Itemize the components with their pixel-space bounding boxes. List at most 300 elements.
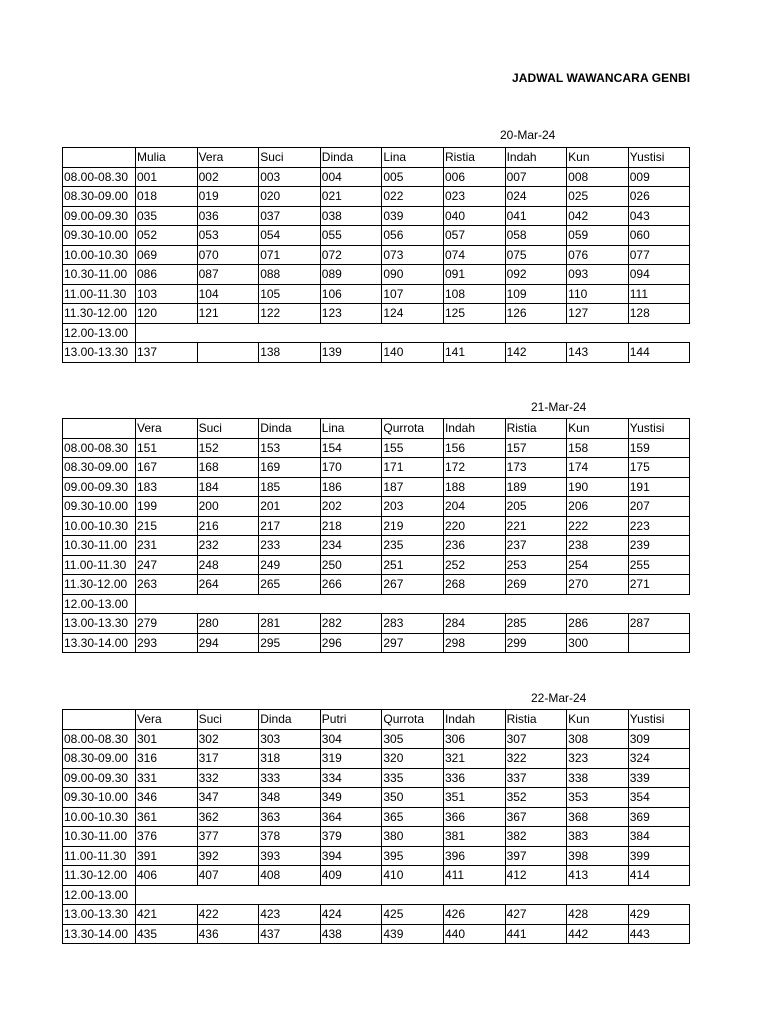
number-cell: 265: [259, 575, 321, 595]
number-cell: 362: [197, 807, 259, 827]
number-cell: 168: [197, 458, 259, 478]
number-cell: 109: [505, 284, 567, 304]
number-cell: 337: [505, 768, 567, 788]
time-cell: 08.00-08.30: [63, 167, 136, 187]
number-cell: 058: [505, 226, 567, 246]
table-row: [63, 555, 690, 575]
break-row: [63, 323, 690, 343]
number-cell: 086: [136, 265, 198, 285]
number-cell: 218: [320, 516, 382, 536]
number-cell: 123: [320, 304, 382, 324]
header-cell: Suci: [197, 710, 259, 730]
number-cell: 124: [382, 304, 444, 324]
time-cell: 10.00-10.30: [63, 516, 136, 536]
number-cell: 169: [259, 458, 321, 478]
number-cell: 108: [443, 284, 505, 304]
number-cell: 300: [567, 633, 629, 653]
number-cell: 005: [382, 167, 444, 187]
number-cell: 266: [320, 575, 382, 595]
number-cell: 059: [567, 226, 629, 246]
time-cell: 11.00-11.30: [63, 555, 136, 575]
number-cell: 055: [320, 226, 382, 246]
number-cell: 154: [320, 438, 382, 458]
header-cell: Suci: [259, 148, 321, 168]
time-cell: 08.30-09.00: [63, 458, 136, 478]
number-cell: 383: [567, 827, 629, 847]
time-cell: 11.30-12.00: [63, 304, 136, 324]
number-cell: 281: [259, 614, 321, 634]
number-cell: 207: [628, 497, 690, 517]
number-cell: 222: [567, 516, 629, 536]
header-cell: Dinda: [259, 419, 321, 439]
number-cell: 167: [136, 458, 198, 478]
schedule-date: 20-Mar-24: [500, 128, 556, 142]
time-cell: 09.00-09.30: [63, 477, 136, 497]
time-cell: 08.00-08.30: [63, 438, 136, 458]
number-cell: 367: [505, 807, 567, 827]
number-cell: 320: [382, 749, 444, 769]
time-cell: 09.00-09.30: [63, 206, 136, 226]
number-cell: 348: [259, 788, 321, 808]
number-cell: 093: [567, 265, 629, 285]
time-cell: 11.00-11.30: [63, 846, 136, 866]
number-cell: 234: [320, 536, 382, 556]
number-cell: 332: [197, 768, 259, 788]
number-cell: 018: [136, 187, 198, 207]
number-cell: 201: [259, 497, 321, 517]
number-cell: 247: [136, 555, 198, 575]
number-cell: 173: [505, 458, 567, 478]
number-cell: 090: [382, 265, 444, 285]
number-cell: 409: [320, 866, 382, 886]
number-cell: 126: [505, 304, 567, 324]
time-cell: 09.30-10.00: [63, 226, 136, 246]
table-row: [63, 924, 690, 944]
number-cell: 441: [505, 924, 567, 944]
number-cell: 008: [567, 167, 629, 187]
number-cell: 381: [443, 827, 505, 847]
time-cell: 11.30-12.00: [63, 575, 136, 595]
number-cell: 285: [505, 614, 567, 634]
number-cell: 413: [567, 866, 629, 886]
number-cell: [628, 633, 690, 653]
header-cell: Suci: [197, 419, 259, 439]
number-cell: 199: [136, 497, 198, 517]
header-cell: Kun: [567, 710, 629, 730]
number-cell: 184: [197, 477, 259, 497]
number-cell: 128: [628, 304, 690, 324]
number-cell: 021: [320, 187, 382, 207]
number-cell: 352: [505, 788, 567, 808]
number-cell: 295: [259, 633, 321, 653]
time-cell: 10.30-11.00: [63, 265, 136, 285]
number-cell: 159: [628, 438, 690, 458]
number-cell: 279: [136, 614, 198, 634]
number-cell: 442: [567, 924, 629, 944]
number-cell: 339: [628, 768, 690, 788]
schedule-date: 21-Mar-24: [531, 400, 587, 414]
time-cell: 12.00-13.00: [63, 594, 136, 614]
number-cell: 331: [136, 768, 198, 788]
number-cell: 437: [259, 924, 321, 944]
number-cell: 155: [382, 438, 444, 458]
number-cell: 301: [136, 729, 198, 749]
number-cell: 321: [443, 749, 505, 769]
time-cell: 09.30-10.00: [63, 788, 136, 808]
number-cell: 410: [382, 866, 444, 886]
header-cell: Ristia: [505, 710, 567, 730]
number-cell: 042: [567, 206, 629, 226]
number-cell: 324: [628, 749, 690, 769]
number-cell: 347: [197, 788, 259, 808]
number-cell: 287: [628, 614, 690, 634]
number-cell: 004: [320, 167, 382, 187]
number-cell: 393: [259, 846, 321, 866]
number-cell: 293: [136, 633, 198, 653]
number-cell: 408: [259, 866, 321, 886]
number-cell: 422: [197, 905, 259, 925]
number-cell: 267: [382, 575, 444, 595]
number-cell: 189: [505, 477, 567, 497]
number-cell: 202: [320, 497, 382, 517]
number-cell: 377: [197, 827, 259, 847]
table-row: [63, 477, 690, 497]
header-cell: Dinda: [259, 710, 321, 730]
number-cell: 056: [382, 226, 444, 246]
number-cell: 002: [197, 167, 259, 187]
number-cell: 170: [320, 458, 382, 478]
number-cell: 349: [320, 788, 382, 808]
header-cell: Vera: [136, 419, 198, 439]
number-cell: 072: [320, 245, 382, 265]
number-cell: 092: [505, 265, 567, 285]
time-cell: 09.30-10.00: [63, 497, 136, 517]
number-cell: 353: [567, 788, 629, 808]
number-cell: 206: [567, 497, 629, 517]
schedule-table: [62, 147, 690, 363]
page-title: JADWAL WAWANCARA GENBI: [512, 71, 691, 85]
number-cell: 052: [136, 226, 198, 246]
number-cell: [197, 343, 259, 363]
table-row: [63, 245, 690, 265]
number-cell: 172: [443, 458, 505, 478]
table-row: [63, 516, 690, 536]
number-cell: 069: [136, 245, 198, 265]
number-cell: 183: [136, 477, 198, 497]
number-cell: 009: [628, 167, 690, 187]
number-cell: 217: [259, 516, 321, 536]
break-spacer: [136, 885, 690, 905]
table-row: [63, 575, 690, 595]
number-cell: 239: [628, 536, 690, 556]
number-cell: 143: [567, 343, 629, 363]
number-cell: 351: [443, 788, 505, 808]
time-cell: 12.00-13.00: [63, 323, 136, 343]
schedule-date: 22-Mar-24: [531, 691, 587, 705]
number-cell: 220: [443, 516, 505, 536]
number-cell: 171: [382, 458, 444, 478]
number-cell: 406: [136, 866, 198, 886]
number-cell: 039: [382, 206, 444, 226]
number-cell: 297: [382, 633, 444, 653]
table-row: [63, 768, 690, 788]
header-cell: Indah: [443, 710, 505, 730]
number-cell: 282: [320, 614, 382, 634]
number-cell: 303: [259, 729, 321, 749]
table-row: [63, 729, 690, 749]
time-cell: 13.30-14.00: [63, 633, 136, 653]
time-cell: 08.30-09.00: [63, 749, 136, 769]
number-cell: 263: [136, 575, 198, 595]
number-cell: 186: [320, 477, 382, 497]
number-cell: 103: [136, 284, 198, 304]
number-cell: 111: [628, 284, 690, 304]
number-cell: 252: [443, 555, 505, 575]
number-cell: 158: [567, 438, 629, 458]
number-cell: 026: [628, 187, 690, 207]
number-cell: 391: [136, 846, 198, 866]
number-cell: 414: [628, 866, 690, 886]
table-row: [63, 866, 690, 886]
number-cell: 250: [320, 555, 382, 575]
header-cell: Kun: [567, 419, 629, 439]
number-cell: 319: [320, 749, 382, 769]
number-cell: 007: [505, 167, 567, 187]
number-cell: 041: [505, 206, 567, 226]
number-cell: 399: [628, 846, 690, 866]
number-cell: 121: [197, 304, 259, 324]
header-cell: Vera: [197, 148, 259, 168]
number-cell: 380: [382, 827, 444, 847]
number-cell: 334: [320, 768, 382, 788]
number-cell: 094: [628, 265, 690, 285]
number-cell: 298: [443, 633, 505, 653]
time-cell: 08.30-09.00: [63, 187, 136, 207]
header-cell: Putri: [320, 710, 382, 730]
number-cell: 286: [567, 614, 629, 634]
number-cell: 233: [259, 536, 321, 556]
table-row: [63, 226, 690, 246]
header-cell: Vera: [136, 710, 198, 730]
table-row: [63, 788, 690, 808]
number-cell: 071: [259, 245, 321, 265]
number-cell: 435: [136, 924, 198, 944]
number-cell: 443: [628, 924, 690, 944]
number-cell: 423: [259, 905, 321, 925]
number-cell: 323: [567, 749, 629, 769]
table-row: [63, 614, 690, 634]
number-cell: 361: [136, 807, 198, 827]
number-cell: 139: [320, 343, 382, 363]
table-row: [63, 206, 690, 226]
table-header-row: [63, 710, 690, 730]
number-cell: 077: [628, 245, 690, 265]
header-corner: [63, 148, 136, 168]
number-cell: 254: [567, 555, 629, 575]
number-cell: 368: [567, 807, 629, 827]
number-cell: 249: [259, 555, 321, 575]
number-cell: 317: [197, 749, 259, 769]
schedule-table: [62, 709, 690, 944]
number-cell: 200: [197, 497, 259, 517]
break-row: [63, 594, 690, 614]
number-cell: 187: [382, 477, 444, 497]
number-cell: 346: [136, 788, 198, 808]
number-cell: 152: [197, 438, 259, 458]
number-cell: 035: [136, 206, 198, 226]
number-cell: 138: [259, 343, 321, 363]
number-cell: 376: [136, 827, 198, 847]
header-cell: Yustisi: [628, 419, 690, 439]
number-cell: 394: [320, 846, 382, 866]
number-cell: 088: [259, 265, 321, 285]
time-cell: 10.30-11.00: [63, 536, 136, 556]
number-cell: 302: [197, 729, 259, 749]
time-cell: 10.00-10.30: [63, 245, 136, 265]
number-cell: 304: [320, 729, 382, 749]
number-cell: 425: [382, 905, 444, 925]
header-cell: Kun: [567, 148, 629, 168]
number-cell: 087: [197, 265, 259, 285]
number-cell: 335: [382, 768, 444, 788]
time-cell: 08.00-08.30: [63, 729, 136, 749]
number-cell: 354: [628, 788, 690, 808]
number-cell: 223: [628, 516, 690, 536]
number-cell: 221: [505, 516, 567, 536]
number-cell: 384: [628, 827, 690, 847]
header-corner: [63, 710, 136, 730]
number-cell: 151: [136, 438, 198, 458]
number-cell: 235: [382, 536, 444, 556]
table-row: [63, 265, 690, 285]
number-cell: 006: [443, 167, 505, 187]
number-cell: 073: [382, 245, 444, 265]
number-cell: 382: [505, 827, 567, 847]
number-cell: 003: [259, 167, 321, 187]
number-cell: 038: [320, 206, 382, 226]
number-cell: 306: [443, 729, 505, 749]
number-cell: 203: [382, 497, 444, 517]
number-cell: 253: [505, 555, 567, 575]
number-cell: 060: [628, 226, 690, 246]
time-cell: 13.30-14.00: [63, 924, 136, 944]
number-cell: 037: [259, 206, 321, 226]
number-cell: 057: [443, 226, 505, 246]
number-cell: 299: [505, 633, 567, 653]
header-cell: Lina: [382, 148, 444, 168]
number-cell: 271: [628, 575, 690, 595]
number-cell: 426: [443, 905, 505, 925]
number-cell: 142: [505, 343, 567, 363]
number-cell: 238: [567, 536, 629, 556]
table-row: [63, 167, 690, 187]
number-cell: 191: [628, 477, 690, 497]
header-cell: Mulia: [136, 148, 198, 168]
header-cell: Ristia: [443, 148, 505, 168]
number-cell: 019: [197, 187, 259, 207]
number-cell: 365: [382, 807, 444, 827]
number-cell: 294: [197, 633, 259, 653]
number-cell: 395: [382, 846, 444, 866]
number-cell: 411: [443, 866, 505, 886]
schedule-table: [62, 418, 690, 653]
number-cell: 407: [197, 866, 259, 886]
number-cell: 397: [505, 846, 567, 866]
table-row: [63, 458, 690, 478]
number-cell: 125: [443, 304, 505, 324]
number-cell: 296: [320, 633, 382, 653]
number-cell: 036: [197, 206, 259, 226]
number-cell: 424: [320, 905, 382, 925]
time-cell: 10.30-11.00: [63, 827, 136, 847]
header-corner: [63, 419, 136, 439]
number-cell: 205: [505, 497, 567, 517]
number-cell: 366: [443, 807, 505, 827]
number-cell: 398: [567, 846, 629, 866]
header-cell: Qurrota: [382, 419, 444, 439]
number-cell: 141: [443, 343, 505, 363]
number-cell: 104: [197, 284, 259, 304]
header-cell: Yustisi: [628, 148, 690, 168]
time-cell: 12.00-13.00: [63, 885, 136, 905]
number-cell: 316: [136, 749, 198, 769]
number-cell: 043: [628, 206, 690, 226]
table-row: [63, 304, 690, 324]
table-row: [63, 846, 690, 866]
number-cell: 283: [382, 614, 444, 634]
time-cell: 13.00-13.30: [63, 614, 136, 634]
number-cell: 284: [443, 614, 505, 634]
number-cell: 305: [382, 729, 444, 749]
number-cell: 280: [197, 614, 259, 634]
number-cell: 144: [628, 343, 690, 363]
break-spacer: [136, 323, 690, 343]
number-cell: 421: [136, 905, 198, 925]
number-cell: 040: [443, 206, 505, 226]
number-cell: 392: [197, 846, 259, 866]
number-cell: 216: [197, 516, 259, 536]
number-cell: 336: [443, 768, 505, 788]
number-cell: 204: [443, 497, 505, 517]
number-cell: 396: [443, 846, 505, 866]
number-cell: 105: [259, 284, 321, 304]
number-cell: 308: [567, 729, 629, 749]
time-cell: 11.30-12.00: [63, 866, 136, 886]
number-cell: 185: [259, 477, 321, 497]
number-cell: 190: [567, 477, 629, 497]
time-cell: 11.00-11.30: [63, 284, 136, 304]
number-cell: 427: [505, 905, 567, 925]
number-cell: 188: [443, 477, 505, 497]
break-spacer: [136, 594, 690, 614]
table-row: [63, 633, 690, 653]
number-cell: 236: [443, 536, 505, 556]
time-cell: 09.00-09.30: [63, 768, 136, 788]
number-cell: 107: [382, 284, 444, 304]
number-cell: 157: [505, 438, 567, 458]
number-cell: 122: [259, 304, 321, 324]
number-cell: 412: [505, 866, 567, 886]
number-cell: 428: [567, 905, 629, 925]
table-row: [63, 536, 690, 556]
number-cell: 215: [136, 516, 198, 536]
number-cell: 318: [259, 749, 321, 769]
table-row: [63, 284, 690, 304]
number-cell: 174: [567, 458, 629, 478]
table-row: [63, 343, 690, 363]
header-cell: Qurrota: [382, 710, 444, 730]
number-cell: 025: [567, 187, 629, 207]
